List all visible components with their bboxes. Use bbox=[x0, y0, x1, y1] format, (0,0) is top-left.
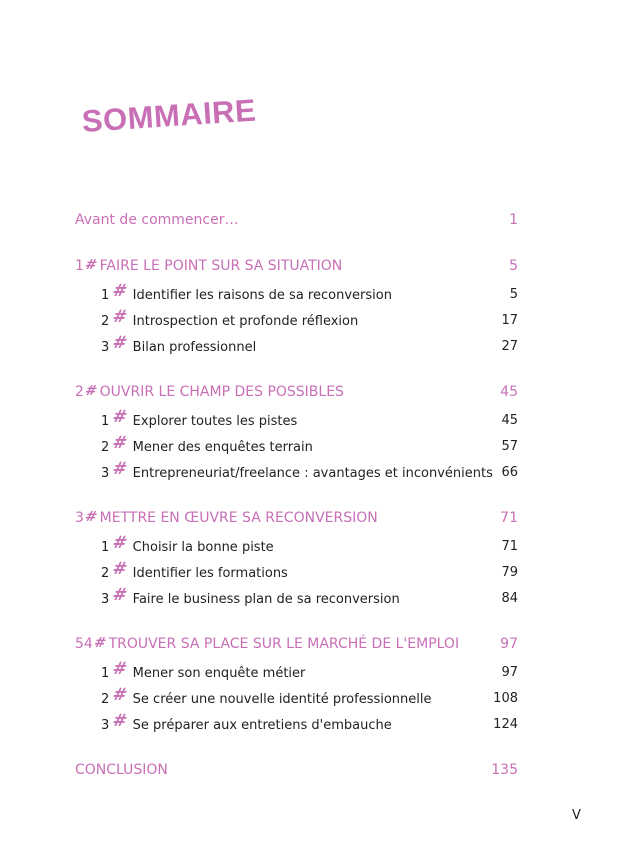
hash-icon: # bbox=[110, 558, 130, 579]
chapter-number: 1 bbox=[101, 413, 110, 429]
hash-icon: # bbox=[83, 509, 99, 525]
toc-chapter[interactable] bbox=[101, 584, 518, 608]
toc-chapter[interactable] bbox=[101, 306, 518, 330]
part-title: OUVRIR LE CHAMP DES POSSIBLES bbox=[99, 384, 344, 400]
chapter-title: Se créer une nouvelle identité professionnelle bbox=[132, 691, 432, 707]
toc-chapter[interactable] bbox=[101, 280, 518, 304]
toc-chapter[interactable] bbox=[101, 458, 518, 482]
chapter-title: Introspection et profonde réflexion bbox=[132, 313, 359, 329]
hash-icon: # bbox=[110, 306, 130, 327]
hash-icon: # bbox=[83, 383, 99, 399]
hash-icon: # bbox=[92, 635, 108, 651]
part-title: TROUVER SA PLACE SUR LE MARCHÉ DE L'EMPLOI bbox=[108, 636, 460, 652]
chapter-title: Identifier les formations bbox=[132, 565, 288, 581]
part-page: 45 bbox=[500, 384, 518, 400]
chapter-number: 3 bbox=[101, 591, 110, 607]
hash-icon: # bbox=[110, 458, 130, 479]
chapter-number: 3 bbox=[101, 465, 110, 481]
chapter-number: 3 bbox=[101, 339, 110, 355]
toc-conclusion-label: CONCLUSION bbox=[75, 762, 168, 778]
toc-intro-page: 1 bbox=[509, 212, 518, 228]
toc-conclusion-page: 135 bbox=[491, 762, 518, 778]
hash-icon: # bbox=[83, 257, 99, 273]
chapter-number: 1 bbox=[101, 287, 110, 303]
toc-chapter[interactable] bbox=[101, 532, 518, 556]
hash-icon: # bbox=[110, 684, 130, 705]
toc-chapter[interactable] bbox=[101, 558, 518, 582]
chapter-title: Mener des enquêtes terrain bbox=[132, 439, 313, 455]
hash-icon: # bbox=[110, 532, 130, 553]
part-page: 71 bbox=[500, 510, 518, 526]
chapter-title: Entrepreneuriat/freelance : avantages et inconvénients bbox=[132, 465, 493, 481]
chapter-number: 2 bbox=[101, 313, 110, 329]
toc-chapter[interactable] bbox=[101, 332, 518, 356]
toc-chapter[interactable] bbox=[101, 710, 518, 734]
part-number: 54 bbox=[75, 636, 93, 652]
part-number: 2 bbox=[75, 384, 84, 400]
hash-icon: # bbox=[110, 584, 130, 605]
toc-chapter[interactable] bbox=[101, 658, 518, 682]
toc-conclusion[interactable] bbox=[75, 760, 518, 780]
chapter-number: 3 bbox=[101, 717, 110, 733]
part-number: 3 bbox=[75, 510, 84, 526]
chapter-page: 66 bbox=[501, 464, 518, 480]
chapter-title: Faire le business plan de sa reconversion bbox=[132, 591, 400, 607]
toc-chapter[interactable] bbox=[101, 406, 518, 430]
toc-intro-label: Avant de commencer… bbox=[75, 212, 239, 228]
hash-icon: # bbox=[110, 432, 130, 453]
toc-part-1[interactable] bbox=[75, 256, 518, 276]
toc-part-3[interactable] bbox=[75, 508, 518, 528]
page-folio: V bbox=[572, 808, 581, 823]
chapter-page: 108 bbox=[493, 690, 518, 706]
part-page: 97 bbox=[500, 636, 518, 652]
part-title: FAIRE LE POINT SUR SA SITUATION bbox=[99, 258, 343, 274]
chapter-title: Choisir la bonne piste bbox=[132, 539, 274, 555]
hash-icon: # bbox=[110, 710, 130, 731]
page-title: SOMMAIRE bbox=[80, 92, 258, 139]
chapter-number: 2 bbox=[101, 439, 110, 455]
chapter-page: 79 bbox=[501, 564, 518, 580]
chapter-page: 57 bbox=[501, 438, 518, 454]
hash-icon: # bbox=[110, 406, 130, 427]
chapter-title: Mener son enquête métier bbox=[132, 665, 306, 681]
chapter-page: 27 bbox=[501, 338, 518, 354]
part-number: 1 bbox=[75, 258, 84, 274]
chapter-number: 2 bbox=[101, 691, 110, 707]
chapter-page: 71 bbox=[501, 538, 518, 554]
hash-icon: # bbox=[110, 658, 130, 679]
toc-part-2[interactable] bbox=[75, 382, 518, 402]
chapter-title: Bilan professionnel bbox=[132, 339, 257, 355]
chapter-page: 97 bbox=[501, 664, 518, 680]
part-title: METTRE EN ŒUVRE SA RECONVERSION bbox=[99, 510, 378, 526]
toc-intro[interactable] bbox=[75, 210, 518, 230]
chapter-page: 84 bbox=[501, 590, 518, 606]
toc-part-4[interactable] bbox=[75, 634, 518, 654]
toc-chapter[interactable] bbox=[101, 684, 518, 708]
chapter-page: 124 bbox=[493, 716, 518, 732]
part-page: 5 bbox=[509, 258, 518, 274]
hash-icon: # bbox=[110, 332, 130, 353]
hash-icon: # bbox=[110, 280, 130, 301]
toc-chapter[interactable] bbox=[101, 432, 518, 456]
chapter-page: 5 bbox=[509, 286, 518, 302]
chapter-number: 2 bbox=[101, 565, 110, 581]
chapter-title: Explorer toutes les pistes bbox=[132, 413, 298, 429]
chapter-page: 17 bbox=[501, 312, 518, 328]
chapter-number: 1 bbox=[101, 539, 110, 555]
chapter-number: 1 bbox=[101, 665, 110, 681]
chapter-page: 45 bbox=[501, 412, 518, 428]
chapter-title: Identifier les raisons de sa reconversion bbox=[132, 287, 392, 303]
chapter-title: Se préparer aux entretiens d'embauche bbox=[132, 717, 392, 733]
